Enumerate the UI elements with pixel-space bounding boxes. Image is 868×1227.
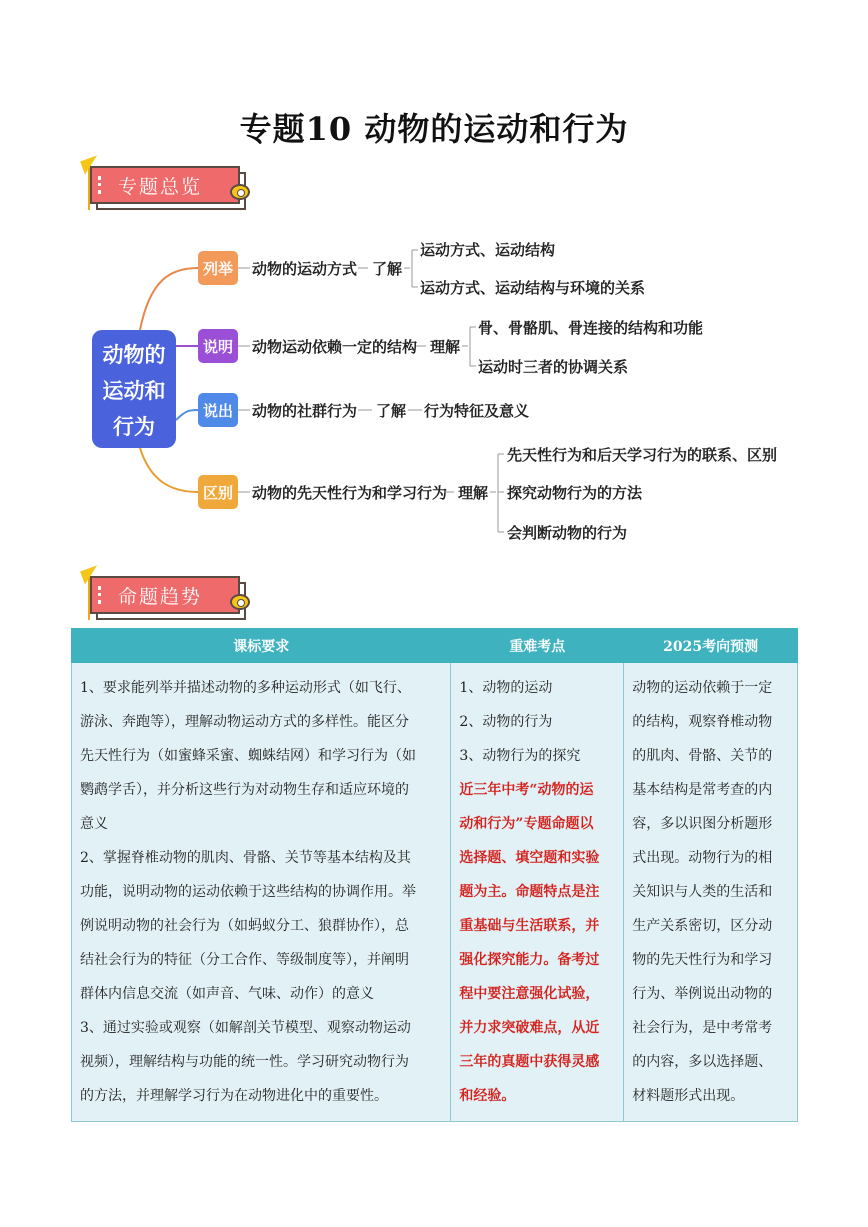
forecast-line: 的内容，多以选择题、	[632, 1054, 773, 1070]
forecast-line: 关知识与人类的生活和	[632, 884, 773, 900]
forecast-line: 的肌肉、骨骼、关节的	[632, 748, 773, 764]
standard-line: 功能，说明动物的运动依赖于这些结构的协调作用。举	[80, 884, 416, 900]
connector-root-to-state	[176, 410, 198, 420]
header-forecast: 2025考向预测	[624, 629, 798, 663]
branch-2-item-2: 运动时三者的协调关系	[478, 358, 629, 376]
forecast-line: 生产关系密切，区分动	[632, 918, 773, 934]
standard-line: 鹦鹉学舌），并分析这些行为对动物生存和适应环境的	[80, 782, 409, 798]
mindmap-root-line-2: 运动和	[102, 379, 166, 403]
standard-line: 游泳、奔跑等），理解动物运动方式的多样性。能区分	[80, 714, 409, 730]
trend-table	[71, 628, 798, 1122]
branch-4-bracket	[490, 454, 504, 532]
forecast-line: 社会行为，是中考常考	[632, 1020, 773, 1036]
trend-banner	[90, 576, 250, 622]
branch-4-level: 理解	[458, 484, 489, 502]
branch-2-topic: 动物运动依赖一定的结构	[252, 338, 418, 356]
branch-1-bracket	[404, 250, 418, 287]
connector-root-to-list	[140, 268, 198, 330]
table-row	[72, 663, 798, 1122]
header-keypoints: 重难考点	[451, 629, 624, 663]
page-title: 专题10 动物的运动和行为	[239, 110, 629, 148]
banner-dots	[98, 586, 102, 604]
branch-4-item-2: 探究动物行为的方法	[507, 484, 643, 502]
standard-line: 意义	[80, 816, 108, 832]
keypoint-line: 2、动物的行为	[459, 714, 553, 730]
forecast-line: 动物的运动依赖于一定	[632, 680, 773, 696]
mindmap-root-line-1: 动物的	[102, 343, 166, 367]
branch-2-item-1: 骨、骨骼肌、骨连接的结构和功能	[478, 319, 704, 337]
keypoint-note-line: 并力求突破难点，从近	[459, 1020, 600, 1036]
standard-line: 视频），理解结构与功能的统一性。学习研究动物行为	[80, 1054, 409, 1070]
keypoint-note-line: 题为主。命题特点是注	[459, 884, 600, 900]
keypoint-note-line: 和经验。	[459, 1088, 516, 1104]
standard-line: 2、掌握脊椎动物的肌肉、骨骼、关节等基本结构及其	[80, 850, 411, 866]
keypoint-note-line: 三年的真题中获得灵感	[459, 1054, 600, 1070]
keypoint-line: 3、动物行为的探究	[459, 748, 581, 764]
branch-3-level: 了解	[376, 402, 407, 420]
branch-1-level: 了解	[372, 260, 403, 278]
banner-label: 命题趋势	[90, 576, 240, 614]
ring-icon	[230, 594, 250, 610]
branch-1-item-2: 运动方式、运动结构与环境的关系	[420, 279, 646, 297]
forecast-line: 材料题形式出现。	[632, 1088, 745, 1104]
branch-3-item-1: 行为特征及意义	[424, 402, 530, 420]
tag-state-label: 说出	[202, 402, 234, 420]
forecast-line: 式出现。动物行为的相	[632, 850, 773, 866]
forecast-line: 基本结构是常考查的内	[632, 782, 773, 798]
keypoint-note-line: 重基础与生活联系，并	[459, 918, 600, 934]
branch-2-level: 理解	[430, 338, 461, 356]
banner-label: 专题总览	[90, 166, 240, 204]
standard-line: 群体内信息交流（如声音、气味、动作）的意义	[80, 986, 374, 1002]
branch-1-item-1: 运动方式、运动结构	[420, 241, 556, 259]
standard-line: 的方法，并理解学习行为在动物进化中的重要性。	[80, 1088, 388, 1104]
table-header-row	[72, 629, 798, 663]
keypoint-note-line: 程中要注意强化试验，	[459, 986, 600, 1002]
standard-line: 结社会行为的特征（分工合作、等级制度等），并阐明	[80, 952, 409, 968]
standard-line: 3、通过实验或观察（如解剖关节模型、观察动物运动	[80, 1020, 411, 1036]
branch-4-item-3: 会判断动物的行为	[507, 524, 628, 542]
keypoints-cell	[451, 663, 624, 1122]
branch-4-item-1: 先天性行为和后天学习行为的联系、区别	[507, 446, 778, 464]
header-standard: 课标要求	[72, 629, 451, 663]
forecast-line: 物的先天性行为和学习	[632, 952, 773, 968]
keypoint-note-line: 近三年中考“动物的运	[459, 782, 594, 798]
branch-1-topic: 动物的运动方式	[252, 260, 358, 278]
branch-3-topic: 动物的社群行为	[252, 402, 358, 420]
forecast-line: 行为、举例说出动物的	[632, 986, 773, 1002]
tag-list-label: 列举	[202, 260, 234, 278]
keypoint-note-line: 动和行为”专题命题以	[459, 816, 594, 832]
branch-2-bracket	[462, 327, 476, 366]
standard-line: 1、要求能列举并描述动物的多种运动形式（如飞行、	[80, 680, 411, 696]
branch-4-topic: 动物的先天性行为和学习行为	[252, 484, 448, 502]
mindmap-root-line-3: 行为	[113, 415, 155, 439]
forecast-line: 容，多以识图分析题形	[632, 816, 773, 832]
tag-explain-label: 说明	[202, 338, 234, 356]
standard-line: 例说明动物的社会行为（如蚂蚁分工、狼群协作），总	[80, 918, 409, 934]
forecast-line: 的结构，观察脊椎动物	[632, 714, 773, 730]
keypoint-note-line: 选择题、填空题和实验	[459, 850, 600, 866]
standard-line: 先天性行为（如蜜蜂采蜜、蜘蛛结网）和学习行为（如	[80, 748, 416, 764]
keypoint-line: 1、动物的运动	[459, 680, 553, 696]
connector-root-to-distinguish	[140, 448, 198, 492]
keypoint-note-line: 强化探究能力。备考过	[459, 952, 600, 968]
standard-cell	[72, 663, 451, 1122]
tag-distinguish-label: 区别	[202, 484, 234, 502]
forecast-cell	[624, 663, 798, 1122]
mind-map	[0, 0, 868, 560]
